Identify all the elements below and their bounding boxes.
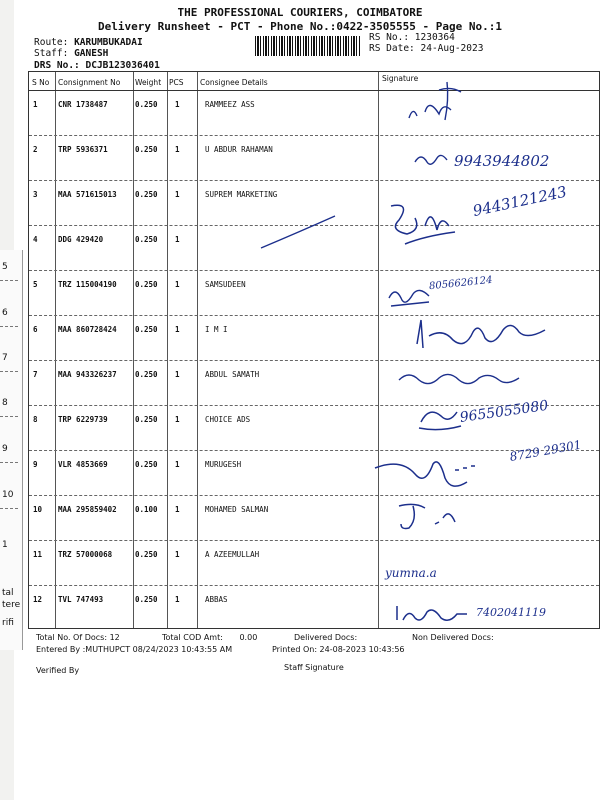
runsheet-subtitle: Delivery Runsheet - PCT - Phone No.:0422-3505555 - Page No.:1	[98, 20, 502, 33]
printed-on: Printed On: 24-08-2023 10:43:56	[272, 645, 405, 654]
signature-row-5	[385, 282, 435, 312]
edge-fragment: tal	[2, 588, 14, 598]
table-header	[29, 72, 599, 91]
cell-consignment: MAA 943326237	[58, 370, 117, 379]
total-cod-label: Total COD Amt:	[162, 633, 223, 642]
cell-consignee: U ABDUR RAHAMAN	[205, 145, 273, 154]
cell-weight: 0.250	[135, 145, 158, 154]
table-row	[29, 540, 599, 586]
cell-consignee: ABDUL SAMATH	[205, 370, 260, 379]
cell-pcs: 1	[175, 235, 180, 244]
cell-sno: 9	[33, 460, 38, 469]
signature-row-6	[413, 314, 553, 354]
cell-weight: 0.250	[135, 235, 158, 244]
edge-number: 5	[2, 262, 8, 272]
rs-date-value: 24-Aug-2023	[420, 43, 484, 54]
route-value: KARUMBUKADAI	[74, 37, 143, 48]
delivered-docs-label: Delivered Docs:	[294, 633, 358, 642]
col-sno: S No	[32, 78, 50, 87]
cell-weight: 0.250	[135, 415, 158, 424]
table-row	[29, 270, 599, 316]
phone-row-8: 9655055080	[458, 397, 550, 426]
signature-row-3	[385, 196, 465, 256]
cell-pcs: 1	[175, 460, 180, 469]
verified-by-label: Verified By	[36, 666, 80, 675]
cell-pcs: 1	[175, 595, 180, 604]
non-delivered-docs-label: Non Delivered Docs:	[412, 633, 494, 642]
total-cod	[162, 633, 257, 642]
rs-date-label: RS Date:	[369, 43, 415, 54]
edge-number: 6	[2, 308, 8, 318]
cell-consignment: MAA 295859402	[58, 505, 117, 514]
barcode	[255, 36, 360, 56]
cell-weight: 0.250	[135, 100, 158, 109]
underlying-page-edge	[0, 250, 23, 650]
edge-divider	[0, 371, 18, 372]
cell-consignment: TVL 747493	[58, 595, 104, 604]
cell-sno: 8	[33, 415, 38, 424]
cell-pcs: 1	[175, 190, 180, 199]
edge-fragment: tere	[2, 600, 21, 610]
cell-consignee: SAMSUDEEN	[205, 280, 246, 289]
cell-sno: 3	[33, 190, 38, 199]
col-consignee: Consignee Details	[200, 78, 268, 87]
signature-row-7	[395, 368, 525, 390]
company-title: THE PROFESSIONAL COURIERS, COIMBATORE	[177, 6, 423, 19]
cell-consignee: A AZEEMULLAH	[205, 550, 260, 559]
cell-weight: 0.250	[135, 280, 158, 289]
signature-row-9	[371, 452, 481, 502]
cell-sno: 2	[33, 145, 38, 154]
cell-sno: 6	[33, 325, 38, 334]
signature-row-12	[393, 602, 471, 624]
phone-row-2: 9943944802	[454, 152, 550, 170]
cell-sno: 1	[33, 100, 38, 109]
signature-row-1	[399, 76, 469, 126]
cell-pcs: 1	[175, 415, 180, 424]
drs-line	[34, 60, 160, 71]
staff-signature-label: Staff Signature	[284, 663, 344, 672]
edge-divider	[0, 326, 18, 327]
total-cod-value: 0.00	[239, 633, 258, 642]
table-row	[29, 90, 599, 136]
cell-consignee: SUPREM MARKETING	[205, 190, 278, 199]
runsheet-table	[28, 71, 600, 629]
edge-fragment: rifi	[2, 618, 14, 628]
rs-no-value: 1230364	[414, 32, 455, 43]
cell-sno: 10	[33, 505, 43, 514]
cell-consignment: TRP 5936371	[58, 145, 108, 154]
entered-by: Entered By :MUTHUPCT 08/24/2023 10:43:55 AM	[36, 645, 233, 654]
phone-row-3: 9443121243	[471, 182, 569, 220]
cell-consignment: MAA 571615013	[58, 190, 117, 199]
col-consignment: Consignment No	[58, 78, 121, 87]
edge-number: 10	[2, 490, 14, 500]
cell-weight: 0.250	[135, 595, 158, 604]
staff-line	[34, 48, 108, 59]
signature-row-2	[413, 148, 449, 172]
phone-row-5: 8056626124	[428, 274, 494, 293]
cell-pcs: 1	[175, 325, 180, 334]
drs-value: DCJB123036401	[85, 60, 160, 71]
table-row	[29, 495, 599, 541]
rs-no-line	[369, 32, 455, 43]
cell-sno: 5	[33, 280, 38, 289]
cell-consignment: MAA 860728424	[58, 325, 117, 334]
col-weight: Weight	[135, 78, 162, 87]
edge-number: 8	[2, 398, 8, 408]
cell-consignment: TRZ 115004190	[58, 280, 117, 289]
cell-weight: 0.250	[135, 370, 158, 379]
total-docs-label: Total No. Of Docs:	[36, 633, 108, 642]
signature-row-10	[395, 500, 465, 534]
col-signature: Signature	[382, 74, 419, 83]
edge-divider	[0, 280, 18, 281]
cell-pcs: 1	[175, 370, 180, 379]
cell-consignee: I M I	[205, 325, 228, 334]
edge-number: 1	[2, 540, 8, 550]
edge-number: 9	[2, 444, 8, 454]
cell-sno: 11	[33, 550, 43, 559]
edge-divider	[0, 416, 18, 417]
rs-date-line	[369, 43, 483, 54]
cell-sno: 4	[33, 235, 38, 244]
cell-pcs: 1	[175, 100, 180, 109]
cell-weight: 0.250	[135, 325, 158, 334]
cell-pcs: 1	[175, 280, 180, 289]
total-docs	[36, 633, 120, 642]
col-pcs: PCS	[169, 78, 184, 87]
cell-consignee: MOHAMED SALMAN	[205, 505, 269, 514]
name-row-11: yumna.a	[385, 566, 437, 580]
cell-consignment: TRZ 57000068	[58, 550, 113, 559]
phone-row-12: 7402041119	[476, 606, 546, 619]
staff-value: GANESH	[74, 48, 109, 59]
cell-consignee: RAMMEEZ ASS	[205, 100, 255, 109]
mark-row-4	[259, 212, 339, 252]
cell-weight: 0.100	[135, 505, 158, 514]
drs-label: DRS No.:	[34, 60, 80, 71]
cell-sno: 7	[33, 370, 38, 379]
edge-divider	[0, 508, 18, 509]
rs-no-label: RS No.:	[369, 32, 410, 43]
cell-weight: 0.250	[135, 190, 158, 199]
route-label: Route:	[34, 37, 69, 48]
cell-weight: 0.250	[135, 460, 158, 469]
edge-number: 7	[2, 353, 8, 363]
cell-pcs: 1	[175, 505, 180, 514]
cell-consignment: VLR 4853669	[58, 460, 108, 469]
staff-label: Staff:	[34, 48, 69, 59]
cell-pcs: 1	[175, 550, 180, 559]
cell-pcs: 1	[175, 145, 180, 154]
edge-divider	[0, 462, 18, 463]
cell-consignment: CNR 1738487	[58, 100, 108, 109]
route-line	[34, 37, 143, 48]
cell-consignment: DDG 429420	[58, 235, 104, 244]
total-docs-value: 12	[109, 633, 120, 642]
cell-sno: 12	[33, 595, 43, 604]
cell-weight: 0.250	[135, 550, 158, 559]
cell-consignee: ABBAS	[205, 595, 228, 604]
cell-consignment: TRP 6229739	[58, 415, 108, 424]
cell-consignee: MURUGESH	[205, 460, 242, 469]
signature-row-8	[415, 402, 463, 432]
cell-consignee: CHOICE ADS	[205, 415, 251, 424]
phone-row-9: 8729 29301	[508, 437, 583, 464]
